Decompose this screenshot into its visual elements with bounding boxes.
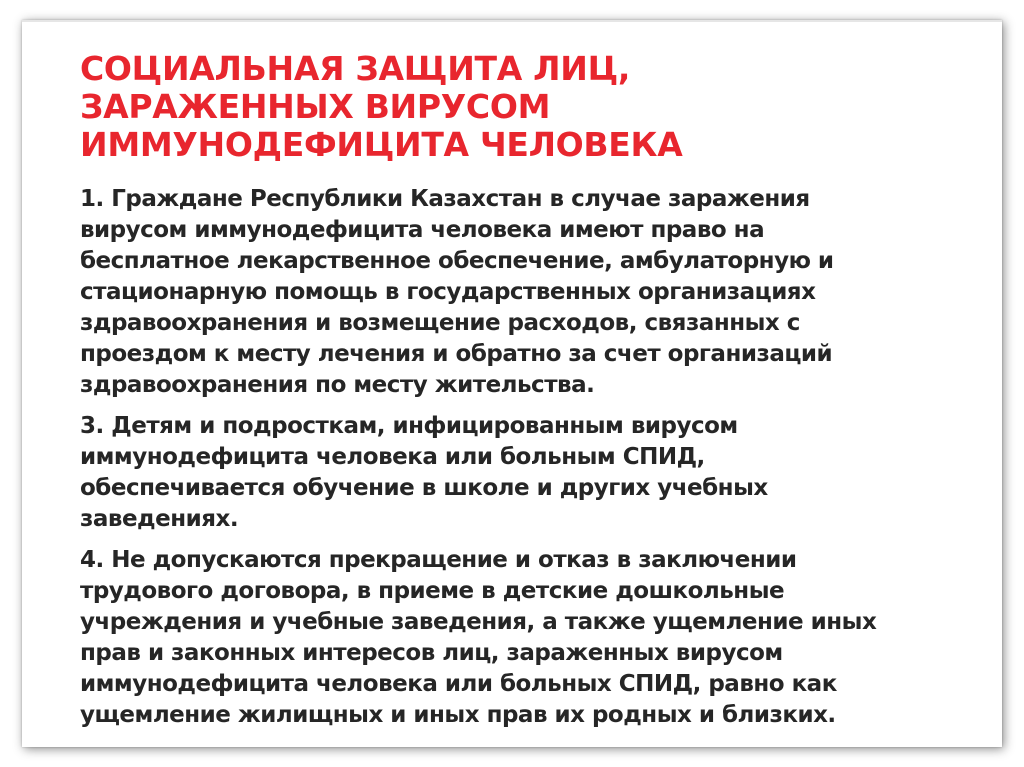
text-line: здравоохранения по месту жительства.	[80, 372, 595, 398]
text-line: бесплатное лекарственное обеспечение, амбулаторную и	[80, 248, 834, 274]
text-line: проездом к месту лечения и обратно за счет организаций	[80, 341, 833, 367]
text-line: стационарную помощь в государственных организациях	[80, 279, 816, 305]
text-line: вирусом иммунодефицита человека имеют право на	[80, 217, 765, 243]
slide-top-edge	[22, 20, 1002, 22]
text-line: ущемление жилищных и иных прав их родных и близких.	[80, 702, 836, 728]
slide-title-line: ИММУНОДЕФИЦИТА ЧЕЛОВЕКА	[80, 125, 683, 164]
slide	[22, 20, 1002, 747]
text-line: 1. Граждане Республики Казахстан в случае заражения	[80, 186, 810, 212]
paragraph-1	[80, 184, 970, 401]
text-line: иммунодефицита человека или больным СПИД,	[80, 444, 705, 470]
text-line: трудового договора, в приеме в детские дошкольные	[80, 578, 785, 604]
text-line: здравоохранения и возмещение расходов, связанных с	[80, 310, 800, 336]
text-line: учреждения и учебные заведения, а также ущемление иных	[80, 609, 877, 635]
text-line: прав и законных интересов лиц, зараженных вирусом	[80, 640, 783, 666]
text-line: обеспечивается обучение в школе и других учебных	[80, 475, 768, 501]
slide-title	[80, 50, 940, 164]
slide-title-line: ЗАРАЖЕННЫХ ВИРУСОМ	[80, 87, 551, 126]
text-line: заведениях.	[80, 506, 239, 532]
paragraph-4	[80, 545, 970, 731]
text-line: иммунодефицита человека или больных СПИД, равно как	[80, 671, 837, 697]
paragraph-3	[80, 411, 970, 535]
text-line: 3. Детям и подросткам, инфицированным вирусом	[80, 413, 738, 439]
slide-body	[80, 184, 970, 741]
text-line: 4. Не допускаются прекращение и отказ в заключении	[80, 547, 797, 573]
slide-title-line: СОЦИАЛЬНАЯ ЗАЩИТА ЛИЦ,	[80, 49, 631, 88]
